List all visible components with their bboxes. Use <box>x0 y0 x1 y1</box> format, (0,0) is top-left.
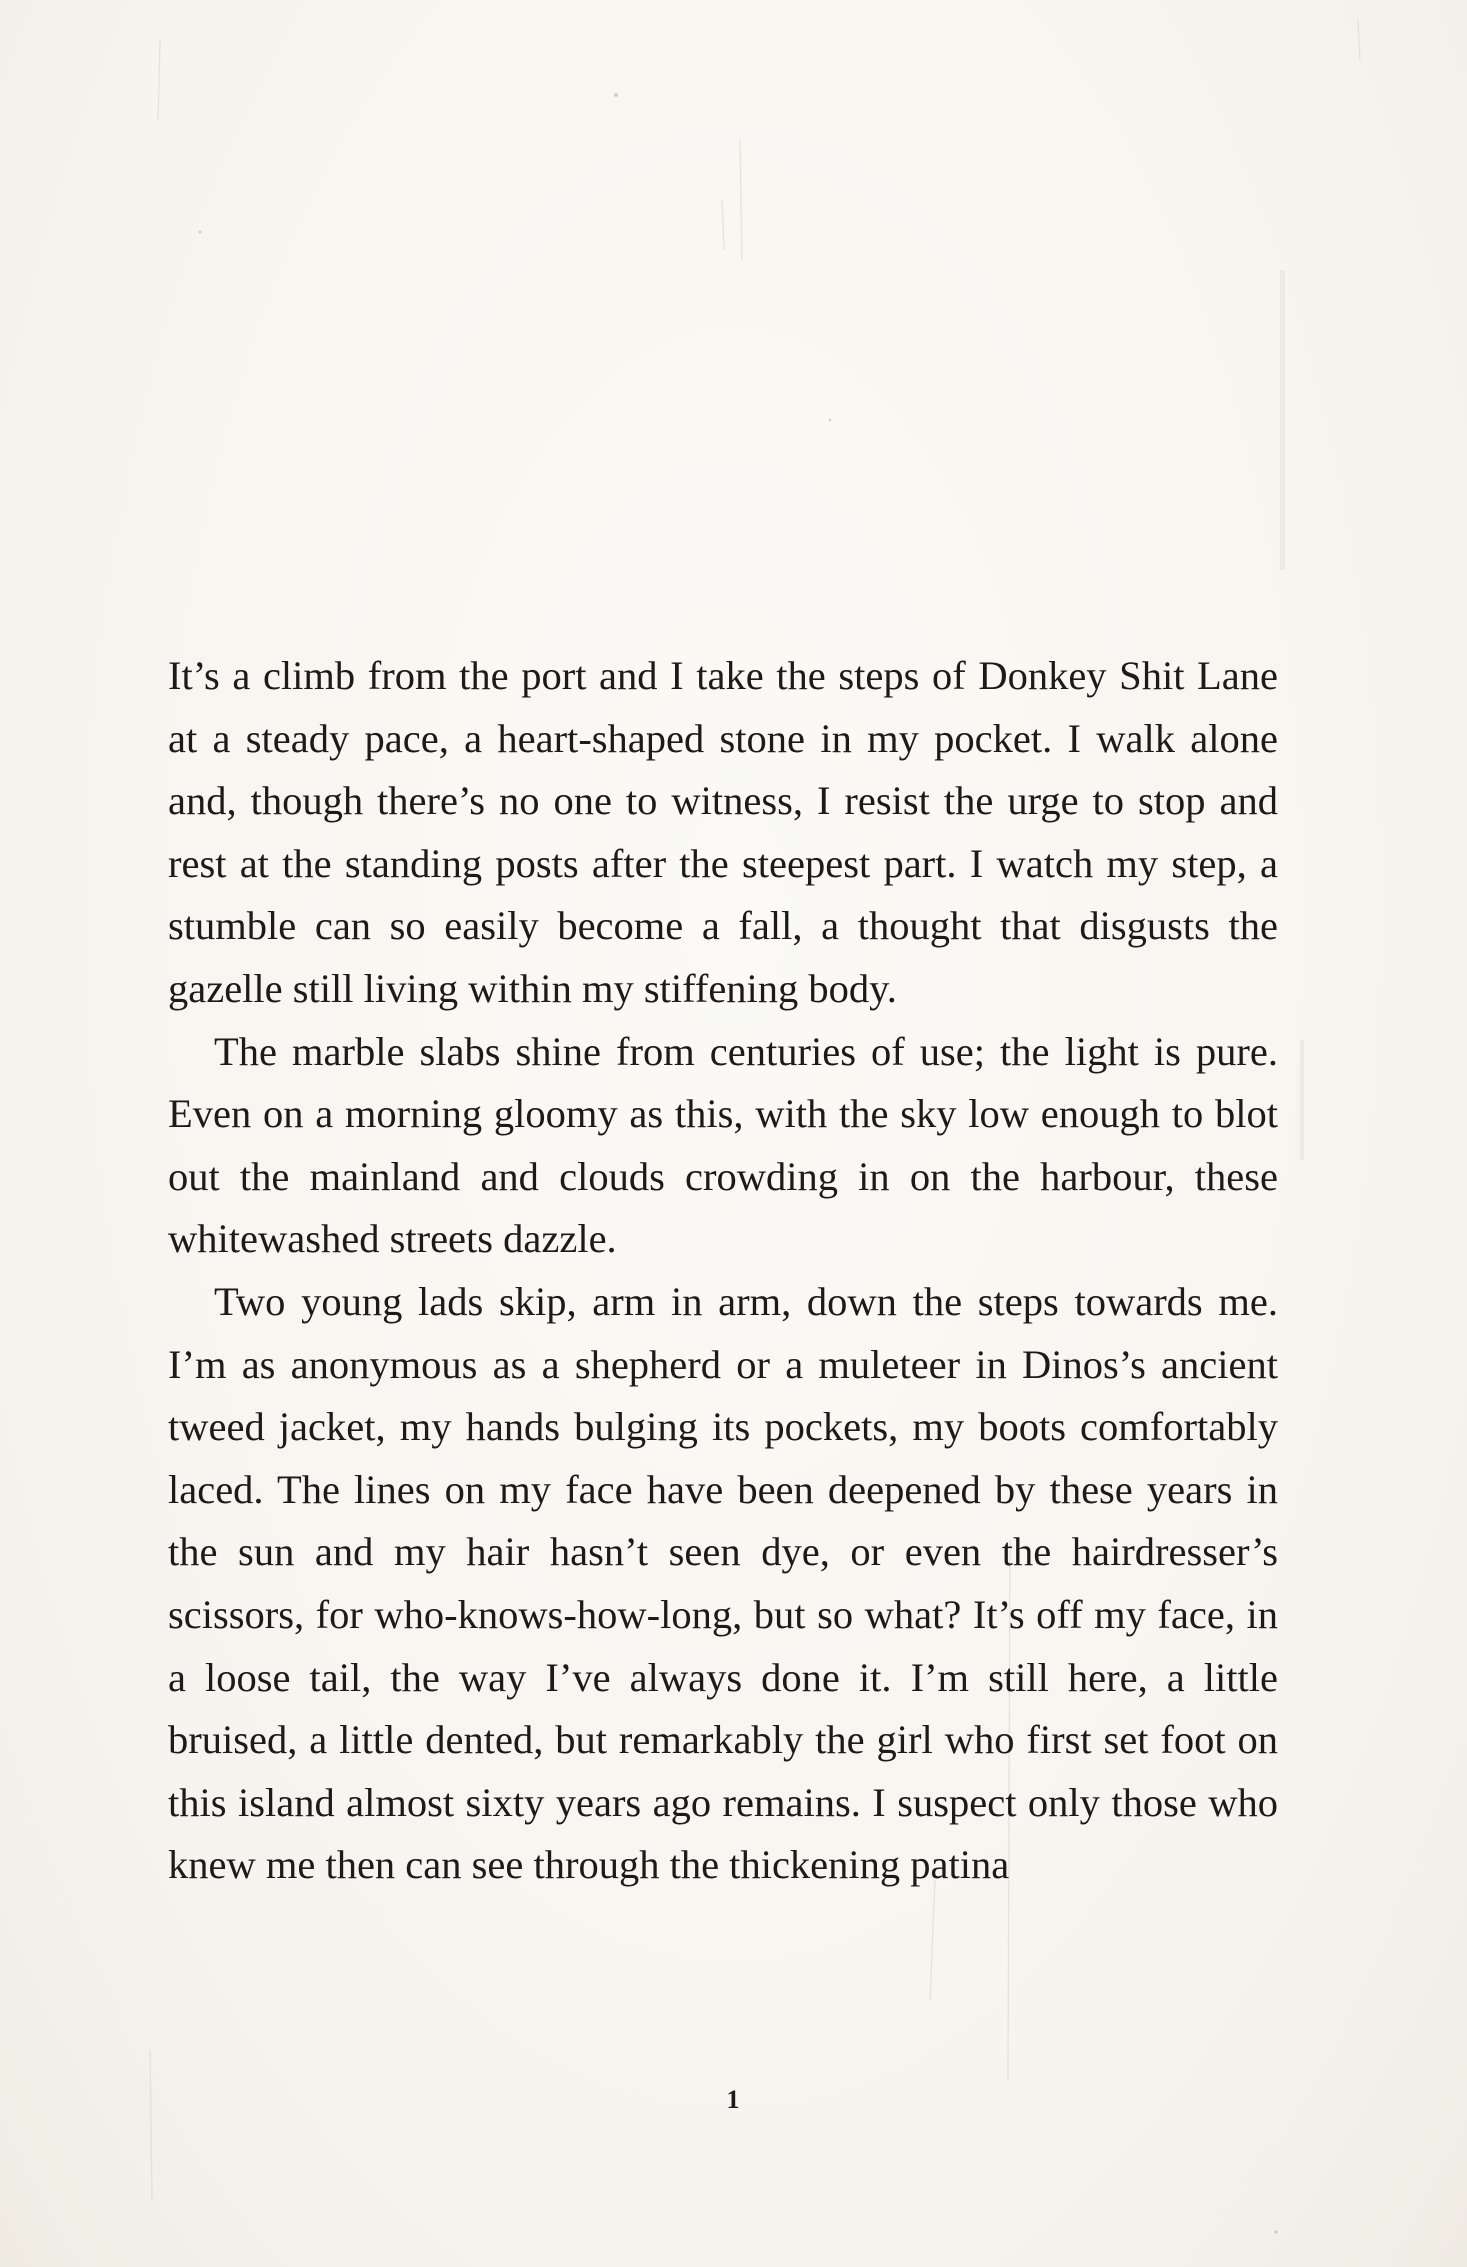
paragraph-3: Two young lads skip, arm in arm, down the steps towards me. I’m as anonymous as a shepherd or a muleteer in Dinos’s ancient tweed jacket, my hands bulging its pockets, my boots comfortably laced. The lines on my face have been deepened by these years in the sun and my hair hasn’t seen dye, or even the hairdresser’s scissors, for who-knows-how-long, but so what? It’s off my face, in a loose tail, the way I’ve always done it. I’m still here, a little bruised, a little dented, but remarkably the girl who first set foot on this island almost sixty years ago remains. I suspect only those who knew me then can see through the thickening patina <box>168 1278 1278 1888</box>
paragraph-1: It’s a climb from the port and I take the steps of Donkey Shit Lane at a steady pace, a heart-shaped stone in my pocket. I walk alone and, though there’s no one to witness, I resist the urge to stop and rest at the standing posts after the steepest part. I watch my step, a stumble can so easily become a fall, a thought that disgusts the gazelle still living within my stiffening body. <box>168 653 1278 1011</box>
paragraph-2: The marble slabs shine from centuries of use; the light is pure. Even on a morning gloomy as this, with the sky low enough to blot out the mainland and clouds crowding in on the harbour, these whitewashed streets dazzle. <box>168 1028 1278 1262</box>
body-text <box>168 645 1278 1897</box>
page-number: 1 <box>726 2085 741 2114</box>
